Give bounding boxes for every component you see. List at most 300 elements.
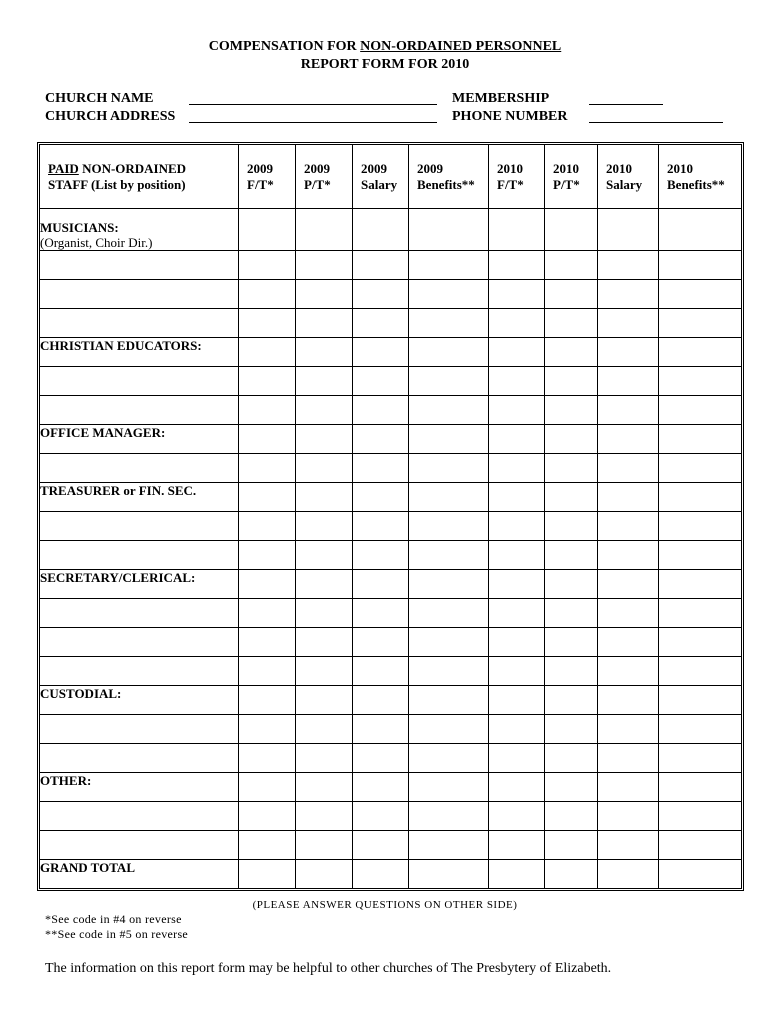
table-cell-input[interactable] — [545, 860, 597, 888]
table-cell-input[interactable] — [296, 657, 352, 685]
table-cell-input[interactable] — [545, 396, 597, 424]
table-cell-input[interactable] — [659, 657, 741, 685]
table-row — [40, 657, 741, 686]
column-header-year: 2010 — [553, 161, 579, 176]
table-cell — [409, 483, 489, 512]
table-cell-input[interactable] — [239, 599, 295, 627]
table-cell-input[interactable] — [239, 280, 295, 308]
table-cell-input[interactable] — [545, 657, 597, 685]
table-cell-input[interactable] — [239, 367, 295, 395]
table-cell-input[interactable] — [296, 454, 352, 482]
membership-label: MEMBERSHIP — [452, 91, 550, 106]
table-cell — [598, 483, 659, 512]
table-cell-input[interactable] — [409, 425, 488, 453]
staff-column-header — [40, 145, 239, 209]
table-cell-input[interactable] — [545, 454, 597, 482]
column-header-year: 2009 — [361, 161, 387, 176]
table-cell-input[interactable] — [659, 280, 741, 308]
table-cell-input[interactable] — [659, 454, 741, 482]
table-cell-input[interactable] — [409, 309, 488, 337]
table-cell-input[interactable] — [545, 483, 597, 511]
table-cell-input[interactable] — [296, 802, 352, 830]
table-cell — [296, 280, 353, 309]
table-cell-input[interactable] — [545, 628, 597, 656]
table-cell — [409, 425, 489, 454]
table-cell-input[interactable] — [659, 396, 741, 424]
table-cell-input[interactable] — [659, 570, 741, 598]
table-cell — [353, 570, 409, 599]
table-cell-input[interactable] — [489, 831, 544, 859]
table-cell-input[interactable] — [659, 220, 741, 250]
table-cell — [353, 831, 409, 860]
spacer-cell — [489, 209, 545, 220]
table-cell-input[interactable] — [353, 220, 408, 250]
table-cell — [598, 657, 659, 686]
table-cell-input[interactable] — [409, 715, 488, 743]
table-cell-input[interactable] — [598, 715, 658, 743]
table-cell-input[interactable] — [489, 686, 544, 714]
table-cell-input[interactable] — [239, 657, 295, 685]
table-cell-input[interactable] — [598, 570, 658, 598]
table-cell-input[interactable] — [409, 628, 488, 656]
spacer-row — [40, 209, 741, 220]
table-cell-input[interactable] — [659, 715, 741, 743]
table-cell-input[interactable] — [296, 628, 352, 656]
staff-category-cell — [40, 831, 239, 860]
table-cell-input[interactable] — [659, 309, 741, 337]
table-cell-input[interactable] — [489, 309, 544, 337]
table-cell-input[interactable] — [239, 396, 295, 424]
table-cell-input[interactable] — [659, 744, 741, 772]
table-cell-input[interactable] — [239, 454, 295, 482]
table-cell-input[interactable] — [353, 831, 408, 859]
table-cell-input[interactable] — [296, 251, 352, 279]
table-row — [40, 715, 741, 744]
table-cell — [239, 309, 296, 338]
table-cell-input[interactable] — [353, 251, 408, 279]
staff-category-sublabel: (Organist, Choir Dir.) — [40, 235, 153, 250]
table-cell-input[interactable] — [659, 686, 741, 714]
form-title-prefix: COMPENSATION FOR — [208, 39, 361, 54]
staff-category-cell — [40, 425, 239, 454]
table-cell-input[interactable] — [409, 220, 488, 250]
table-row — [40, 396, 741, 425]
table-cell — [598, 773, 659, 802]
table-cell-input[interactable] — [598, 309, 658, 337]
table-cell-input[interactable] — [598, 280, 658, 308]
table-cell — [409, 512, 489, 541]
table-cell-input[interactable] — [409, 570, 488, 598]
table-cell — [545, 570, 598, 599]
table-cell-input[interactable] — [239, 512, 295, 540]
table-cell-input[interactable] — [659, 599, 741, 627]
table-cell-input[interactable] — [409, 367, 488, 395]
table-cell-input[interactable] — [353, 570, 408, 598]
table-cell — [409, 773, 489, 802]
table-cell-input[interactable] — [239, 483, 295, 511]
table-cell — [489, 280, 545, 309]
table-cell-input[interactable] — [545, 220, 597, 250]
table-cell-input[interactable] — [296, 773, 352, 801]
table-cell-input[interactable] — [296, 512, 352, 540]
table-cell-input[interactable] — [545, 802, 597, 830]
table-cell — [353, 628, 409, 657]
table-cell — [353, 541, 409, 570]
table-cell — [545, 483, 598, 512]
table-cell-input[interactable] — [296, 309, 352, 337]
church-address-input[interactable] — [189, 107, 437, 122]
table-cell-input[interactable] — [598, 860, 658, 888]
table-cell-input[interactable] — [598, 686, 658, 714]
table-cell-input[interactable] — [239, 309, 295, 337]
table-cell-input[interactable] — [489, 860, 544, 888]
table-cell-input[interactable] — [296, 831, 352, 859]
table-cell — [239, 367, 296, 396]
table-cell-input[interactable] — [489, 396, 544, 424]
staff-category-cell — [40, 860, 239, 888]
table-cell-input[interactable] — [353, 338, 408, 366]
table-cell-input[interactable] — [296, 483, 352, 511]
table-cell — [545, 715, 598, 744]
table-cell-input[interactable] — [489, 541, 544, 569]
table-cell-input[interactable] — [296, 280, 352, 308]
table-cell-input[interactable] — [545, 338, 597, 366]
table-cell-input[interactable] — [296, 715, 352, 743]
staff-category-cell — [40, 657, 239, 686]
table-cell — [489, 570, 545, 599]
table-cell-input[interactable] — [296, 367, 352, 395]
table-cell — [353, 744, 409, 773]
table-cell-input[interactable] — [489, 454, 544, 482]
staff-category-cell — [40, 715, 239, 744]
staff-category-cell — [40, 773, 239, 802]
table-cell-input[interactable] — [659, 251, 741, 279]
staff-category-cell — [40, 686, 239, 715]
table-cell — [239, 715, 296, 744]
table-cell — [409, 338, 489, 367]
table-cell-input[interactable] — [659, 860, 741, 888]
table-cell — [296, 512, 353, 541]
table-cell-input[interactable] — [489, 802, 544, 830]
table-cell — [489, 338, 545, 367]
table-cell-input[interactable] — [598, 744, 658, 772]
table-cell-input[interactable] — [239, 570, 295, 598]
table-cell-input[interactable] — [545, 512, 597, 540]
table-cell-input[interactable] — [659, 802, 741, 830]
table-cell — [489, 831, 545, 860]
table-cell — [409, 802, 489, 831]
table-cell-input[interactable] — [598, 396, 658, 424]
table-cell-input[interactable] — [409, 802, 488, 830]
table-cell — [489, 251, 545, 280]
table-cell-input[interactable] — [296, 570, 352, 598]
table-cell-input[interactable] — [659, 512, 741, 540]
staff-category-cell — [40, 541, 239, 570]
church-name-input[interactable] — [189, 89, 437, 104]
phone-number-label: PHONE NUMBER — [452, 109, 568, 124]
table-cell — [353, 860, 409, 888]
table-cell-input[interactable] — [545, 599, 597, 627]
table-cell-input[interactable] — [598, 802, 658, 830]
table-cell-input[interactable] — [239, 831, 295, 859]
table-cell-input[interactable] — [409, 483, 488, 511]
table-cell-input[interactable] — [598, 454, 658, 482]
table-cell-input[interactable] — [409, 251, 488, 279]
table-cell-input[interactable] — [239, 686, 295, 714]
table-cell-input[interactable] — [545, 367, 597, 395]
table-cell-input[interactable] — [598, 831, 658, 859]
table-cell — [659, 541, 741, 570]
form-subtitle: REPORT FORM FOR 2010 — [300, 57, 470, 72]
table-cell-input[interactable] — [353, 657, 408, 685]
table-cell-input[interactable] — [239, 802, 295, 830]
table-cell-input[interactable] — [239, 541, 295, 569]
table-cell-input[interactable] — [296, 860, 352, 888]
table-cell-input[interactable] — [239, 425, 295, 453]
table-cell-input[interactable] — [353, 744, 408, 772]
table-cell-input[interactable] — [545, 831, 597, 859]
table-cell-input[interactable] — [489, 367, 544, 395]
table-cell-input[interactable] — [239, 628, 295, 656]
table-cell-input[interactable] — [353, 396, 408, 424]
table-cell — [489, 396, 545, 425]
column-header-year: 2009 — [304, 161, 330, 176]
staff-category-cell — [40, 338, 239, 367]
table-cell-input[interactable] — [239, 220, 295, 250]
table-cell-input[interactable] — [598, 425, 658, 453]
membership-input[interactable] — [589, 89, 663, 104]
table-cell-input[interactable] — [409, 686, 488, 714]
table-cell-input[interactable] — [659, 425, 741, 453]
column-header — [545, 145, 598, 209]
table-cell-input[interactable] — [239, 715, 295, 743]
table-cell-input[interactable] — [409, 860, 488, 888]
table-cell — [239, 280, 296, 309]
column-header-year: 2010 — [667, 161, 693, 176]
spacer-cell — [353, 209, 409, 220]
table-cell-input[interactable] — [239, 744, 295, 772]
table-cell-input[interactable] — [296, 686, 352, 714]
table-cell-input[interactable] — [409, 541, 488, 569]
table-cell-input[interactable] — [659, 831, 741, 859]
table-cell-input[interactable] — [598, 541, 658, 569]
table-cell — [353, 425, 409, 454]
table-cell-input[interactable] — [353, 454, 408, 482]
table-cell-input[interactable] — [239, 860, 295, 888]
table-cell — [598, 541, 659, 570]
column-header — [239, 145, 296, 209]
table-cell-input[interactable] — [409, 512, 488, 540]
table-cell-input[interactable] — [489, 599, 544, 627]
table-cell-input[interactable] — [489, 773, 544, 801]
table-cell — [659, 628, 741, 657]
table-cell — [239, 686, 296, 715]
table-cell-input[interactable] — [409, 396, 488, 424]
spacer-cell — [409, 209, 489, 220]
table-row — [40, 541, 741, 570]
table-cell-input[interactable] — [353, 773, 408, 801]
table-cell-input[interactable] — [353, 686, 408, 714]
table-cell-input[interactable] — [296, 338, 352, 366]
table-cell — [409, 715, 489, 744]
table-cell-input[interactable] — [353, 860, 408, 888]
table-cell — [239, 541, 296, 570]
table-cell-input[interactable] — [545, 280, 597, 308]
table-row — [40, 220, 741, 251]
table-cell — [659, 686, 741, 715]
table-row — [40, 251, 741, 280]
table-cell-input[interactable] — [598, 512, 658, 540]
table-cell-input[interactable] — [239, 338, 295, 366]
table-cell — [659, 425, 741, 454]
table-cell-input[interactable] — [659, 628, 741, 656]
table-cell-input[interactable] — [296, 425, 352, 453]
table-cell-input[interactable] — [409, 657, 488, 685]
table-row — [40, 309, 741, 338]
table-cell-input[interactable] — [353, 483, 408, 511]
table-cell-input[interactable] — [489, 657, 544, 685]
table-cell-input[interactable] — [598, 338, 658, 366]
table-cell-input[interactable] — [353, 541, 408, 569]
table-cell-input[interactable] — [545, 570, 597, 598]
table-cell-input[interactable] — [296, 396, 352, 424]
table-cell — [659, 251, 741, 280]
table-cell-input[interactable] — [598, 251, 658, 279]
table-cell-input[interactable] — [489, 338, 544, 366]
table-cell-input[interactable] — [489, 220, 544, 250]
table-row — [40, 425, 741, 454]
column-header-year: 2009 — [247, 161, 273, 176]
table-row — [40, 773, 741, 802]
table-cell-input[interactable] — [545, 309, 597, 337]
staff-category-label: CHRISTIAN EDUCATORS: — [40, 338, 202, 353]
table-cell-input[interactable] — [409, 744, 488, 772]
table-cell — [598, 599, 659, 628]
table-cell-input[interactable] — [239, 251, 295, 279]
table-cell — [353, 773, 409, 802]
table-cell-input[interactable] — [659, 483, 741, 511]
table-cell-input[interactable] — [353, 425, 408, 453]
table-cell-input[interactable] — [296, 541, 352, 569]
table-cell-input[interactable] — [296, 220, 352, 250]
phone-number-input[interactable] — [589, 107, 723, 122]
table-cell-input[interactable] — [659, 773, 741, 801]
table-cell-input[interactable] — [598, 483, 658, 511]
table-cell-input[interactable] — [353, 309, 408, 337]
table-cell — [598, 396, 659, 425]
table-row — [40, 512, 741, 541]
table-cell-input[interactable] — [545, 744, 597, 772]
table-cell-input[interactable] — [598, 628, 658, 656]
table-row — [40, 367, 741, 396]
table-cell-input[interactable] — [296, 744, 352, 772]
staff-category-cell — [40, 802, 239, 831]
staff-category-label: OTHER: — [40, 773, 92, 788]
table-cell-input[interactable] — [659, 367, 741, 395]
table-cell — [353, 686, 409, 715]
table-cell — [409, 220, 489, 251]
table-cell-input[interactable] — [489, 628, 544, 656]
table-cell — [409, 280, 489, 309]
table-cell-input[interactable] — [489, 251, 544, 279]
table-cell-input[interactable] — [353, 599, 408, 627]
table-cell-input[interactable] — [409, 454, 488, 482]
table-cell-input[interactable] — [659, 541, 741, 569]
table-cell — [239, 396, 296, 425]
table-cell-input[interactable] — [598, 367, 658, 395]
table-cell-input[interactable] — [489, 512, 544, 540]
table-cell-input[interactable] — [409, 280, 488, 308]
table-cell — [409, 396, 489, 425]
table-cell-input[interactable] — [598, 599, 658, 627]
table-cell-input[interactable] — [353, 512, 408, 540]
table-cell-input[interactable] — [239, 773, 295, 801]
table-cell-input[interactable] — [353, 802, 408, 830]
table-cell — [659, 367, 741, 396]
column-header-type: P/T* — [304, 177, 331, 192]
table-cell-input[interactable] — [409, 338, 488, 366]
table-cell-input[interactable] — [409, 599, 488, 627]
table-cell — [296, 599, 353, 628]
table-cell-input[interactable] — [489, 715, 544, 743]
table-cell-input[interactable] — [353, 628, 408, 656]
table-cell-input[interactable] — [489, 425, 544, 453]
table-cell-input[interactable] — [409, 831, 488, 859]
table-cell-input[interactable] — [489, 744, 544, 772]
table-row — [40, 280, 741, 309]
table-cell — [296, 628, 353, 657]
table-cell — [296, 454, 353, 483]
staff-category-label: GRAND TOTAL — [40, 860, 135, 875]
table-cell — [296, 744, 353, 773]
table-cell-input[interactable] — [598, 220, 658, 250]
table-cell-input[interactable] — [545, 686, 597, 714]
table-cell-input[interactable] — [598, 657, 658, 685]
table-cell-input[interactable] — [353, 715, 408, 743]
column-header — [296, 145, 353, 209]
table-cell — [353, 280, 409, 309]
table-cell — [296, 251, 353, 280]
table-cell-input[interactable] — [489, 570, 544, 598]
table-cell — [598, 715, 659, 744]
table-cell — [545, 744, 598, 773]
table-cell-input[interactable] — [545, 773, 597, 801]
table-cell-input[interactable] — [296, 599, 352, 627]
table-cell-input[interactable] — [545, 541, 597, 569]
table-cell-input[interactable] — [353, 367, 408, 395]
table-cell-input[interactable] — [545, 251, 597, 279]
table-cell-input[interactable] — [489, 280, 544, 308]
table-cell — [489, 425, 545, 454]
staff-category-label: TREASURER or FIN. SEC. — [40, 483, 197, 498]
table-cell — [489, 773, 545, 802]
table-cell — [545, 396, 598, 425]
table-cell — [545, 512, 598, 541]
table-cell-input[interactable] — [489, 483, 544, 511]
table-cell-input[interactable] — [545, 715, 597, 743]
table-cell — [296, 483, 353, 512]
table-cell-input[interactable] — [545, 425, 597, 453]
table-cell — [409, 454, 489, 483]
table-cell — [239, 570, 296, 599]
table-cell-input[interactable] — [353, 280, 408, 308]
table-cell-input[interactable] — [409, 773, 488, 801]
table-cell — [659, 512, 741, 541]
staff-category-label: OFFICE MANAGER: — [40, 425, 166, 440]
table-cell-input[interactable] — [659, 338, 741, 366]
table-cell — [545, 831, 598, 860]
table-cell-input[interactable] — [598, 773, 658, 801]
